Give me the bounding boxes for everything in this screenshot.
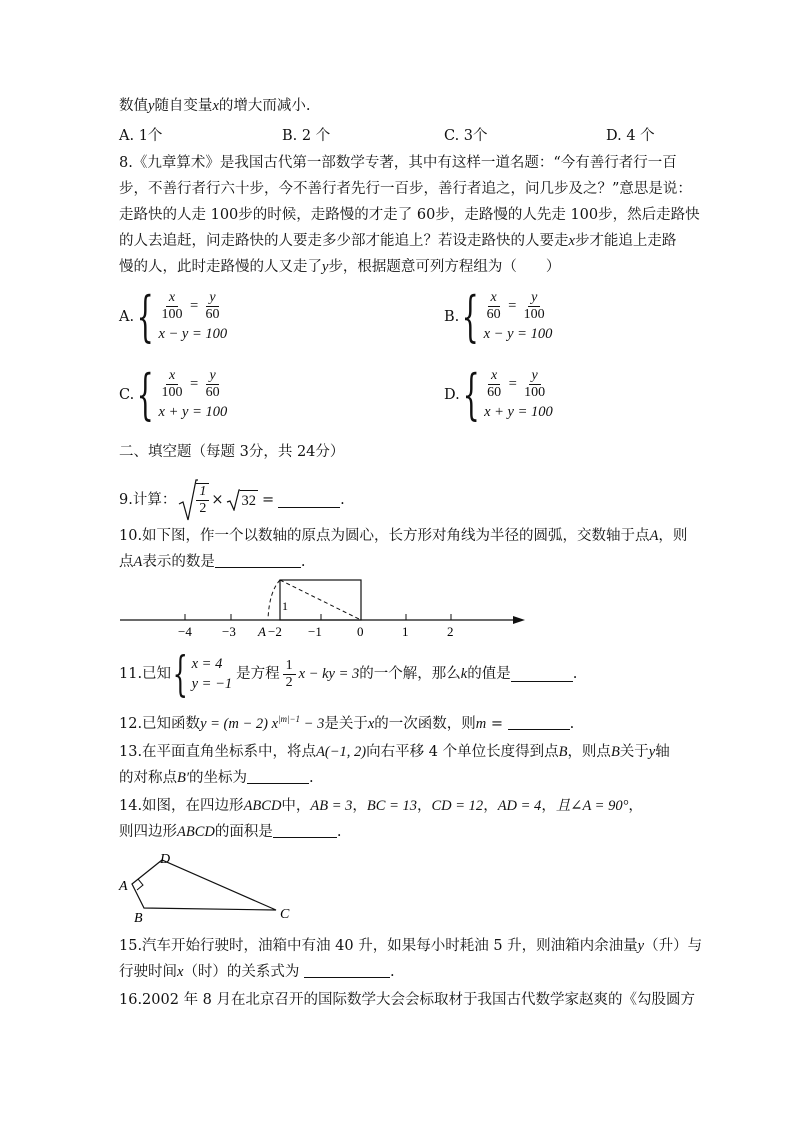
tick-label: −4 xyxy=(178,624,192,639)
section-heading: 二、填空题（每题 3分，共 24分） xyxy=(119,444,345,460)
text: （时）的关系式为 xyxy=(183,964,300,980)
text: 是方程 xyxy=(236,666,280,682)
text: 行驶时间 xyxy=(119,964,177,980)
vertex-label: D xyxy=(160,852,171,867)
right-angle-mark xyxy=(137,879,143,890)
fraction: $\frac{y}{60}$ xyxy=(205,367,220,400)
q10-line1 xyxy=(119,526,687,546)
answer-blank[interactable] xyxy=(273,823,337,838)
text: 随自变量 xyxy=(154,98,213,114)
text: 12.已知函数 xyxy=(119,715,201,732)
var: A xyxy=(649,528,659,544)
text: ， xyxy=(417,798,432,814)
arrow-icon xyxy=(513,616,525,624)
answer-blank[interactable] xyxy=(278,493,340,508)
text: 数值 xyxy=(119,98,148,114)
equation: x − y = 100 xyxy=(158,326,228,342)
text: ， xyxy=(628,798,643,814)
text: 是关于 xyxy=(324,715,368,732)
q15-line1 xyxy=(119,936,702,956)
brace-icon: { xyxy=(136,363,154,426)
equation: − 3 xyxy=(300,715,325,732)
text: ， xyxy=(541,798,556,814)
text: 的增大而减小. xyxy=(218,98,311,114)
equals: = xyxy=(486,715,508,732)
text: 关于 xyxy=(619,744,649,760)
var: y xyxy=(322,259,329,275)
arc xyxy=(268,580,280,620)
option-label: D. xyxy=(444,387,460,403)
option-label: A. xyxy=(119,309,135,325)
q7-option-c[interactable]: C. 3个 xyxy=(444,128,488,144)
text: 9.计算： xyxy=(119,492,177,508)
tick-label: 1 xyxy=(402,624,409,639)
equals: = xyxy=(262,492,275,508)
q8-option-c[interactable]: C. { $\frac{x}{100}$ = $\frac{y}{60}$ x + y = 100 xyxy=(119,363,228,426)
answer-blank[interactable] xyxy=(247,769,309,784)
q10-line2 xyxy=(119,552,305,572)
q8-line2: 步，不善行者行六十步，今不善行者先行一百步，善行者追之，问几步及之？”意思是说： xyxy=(119,181,692,197)
var: y xyxy=(148,98,155,114)
equation: x + y = 100 xyxy=(158,404,228,420)
q8-line4 xyxy=(119,231,676,251)
text: 13.在平面直角坐标系中，将点 xyxy=(119,744,317,760)
answer-blank[interactable] xyxy=(508,715,570,730)
q8-option-a[interactable]: A. { $\frac{x}{100}$ = $\frac{y}{60}$ x − y = 100 xyxy=(119,285,228,348)
text: 10.如下图，作一个以数轴的原点为圆心，长方形对角线为半径的圆弧，交数轴于点 xyxy=(119,528,650,544)
sqrt-icon xyxy=(226,489,240,511)
point: A(−1, 2) xyxy=(316,744,367,760)
var: x xyxy=(367,715,375,732)
q16-line1: 16.2002 年 8 月在北京召开的国际数学大会会标取材于我国古代数学家赵爽的《勾股圆方 xyxy=(119,992,696,1008)
brace-icon: { xyxy=(462,363,480,426)
option-label: C. xyxy=(119,387,135,403)
var: m xyxy=(475,715,487,732)
radicand: 32 xyxy=(240,490,259,511)
vertex-label: A xyxy=(119,879,128,894)
answer-blank[interactable] xyxy=(304,963,390,978)
var: k xyxy=(460,666,468,682)
text: ， xyxy=(352,798,367,814)
q13-line2 xyxy=(119,768,314,788)
var: B′ xyxy=(177,770,190,786)
equation: CD = 12 xyxy=(431,798,484,814)
q8-line5 xyxy=(119,257,560,277)
equation: x − ky = 3 xyxy=(298,666,360,682)
text: 向右平移 4 个单位长度得到点 xyxy=(366,744,559,760)
tick-label: −1 xyxy=(308,624,322,639)
text: 的面积是 xyxy=(214,824,273,840)
tick-label: 0 xyxy=(357,624,364,639)
text: . xyxy=(336,824,342,840)
quad: ABCD xyxy=(177,824,215,840)
vertex-label: C xyxy=(280,907,290,922)
answer-blank[interactable] xyxy=(511,667,573,682)
text: 中， xyxy=(281,798,311,814)
q12 xyxy=(119,709,574,734)
text: 慢的人，此时走路慢的人又走了 xyxy=(119,259,322,275)
fraction: $\frac{y}{100}$ xyxy=(524,367,546,400)
var: y xyxy=(648,744,656,760)
quadrilateral-figure xyxy=(114,846,304,926)
fraction: $\frac{x}{60}$ xyxy=(487,367,502,400)
text: . xyxy=(390,964,395,980)
text: 步才能追上走路 xyxy=(574,233,677,249)
equation: x + y = 100 xyxy=(484,404,553,420)
equation: 且∠A = 90° xyxy=(555,798,629,814)
text: 11.已知 xyxy=(119,666,172,682)
text: 步，根据题意可列方程组为（ ） xyxy=(328,259,561,275)
text: ，则 xyxy=(658,528,688,544)
vertex-label: B xyxy=(134,911,143,926)
number-line-figure xyxy=(116,574,536,644)
text: 的坐标为 xyxy=(189,770,248,786)
q14-line1 xyxy=(119,796,643,816)
q13-line1 xyxy=(119,742,670,762)
q8-line3: 走路快的人走 100步的时候，走路慢的才走了 60步，走路慢的人先走 100步，然后走路快 xyxy=(119,207,700,223)
equation: AB = 3 xyxy=(310,798,353,814)
q11 xyxy=(119,646,578,702)
q7-tail xyxy=(119,96,310,116)
rect-side-label: 1 xyxy=(282,599,288,613)
var: x xyxy=(212,98,219,114)
q7-option-d[interactable]: D. 4 个 xyxy=(606,128,655,144)
fraction: $\frac{1}{2}$ xyxy=(283,658,296,691)
text: ，则点 xyxy=(567,744,611,760)
fraction: $\frac{y}{100}$ xyxy=(523,289,545,322)
text: 的值是 xyxy=(467,666,511,682)
q14-line2 xyxy=(119,822,341,842)
text: . xyxy=(572,666,578,682)
fraction: $\frac{x}{100}$ xyxy=(161,367,183,400)
var: A xyxy=(133,554,143,570)
text: 的对称点 xyxy=(119,770,177,786)
var: B xyxy=(558,744,568,760)
tick-label: −3 xyxy=(222,624,236,639)
brace-icon: { xyxy=(461,285,480,348)
quad: ABCD xyxy=(243,798,282,814)
fraction: $\frac{1}{2}$ xyxy=(196,483,209,517)
option-label: B. xyxy=(444,309,460,325)
fraction: $\frac{y}{60}$ xyxy=(205,289,220,322)
equation: x − y = 100 xyxy=(483,326,553,342)
q8-line1: 8.《九章算术》是我国古代第一部数学专著，其中有这样一道名题：“今有善行者行一百 xyxy=(119,155,677,171)
equation: y = (m − 2) x xyxy=(200,715,279,732)
text: 的人去追赶，问走路快的人要走多少部才能追上？若设走路快的人要走 xyxy=(119,233,569,249)
equation: BC = 13 xyxy=(366,798,417,814)
text: 表示的数是 xyxy=(142,554,215,570)
equation: y = −1 xyxy=(191,676,233,692)
text: 15.汽车开始行驶时，油箱中有油 40 升，如果每小时耗油 5 升，则油箱内余油量 xyxy=(119,938,638,954)
text: 14.如图，在四边形 xyxy=(119,798,244,814)
var: B xyxy=(610,744,620,760)
equation: x = 4 xyxy=(191,656,223,672)
text: 轴 xyxy=(655,744,670,760)
brace-icon: { xyxy=(136,285,154,348)
q8-option-b[interactable]: B. { $\frac{x}{60}$ = $\frac{y}{100}$ x − y = 100 xyxy=(444,285,553,348)
text: 则四边形 xyxy=(119,824,177,840)
q8-option-d[interactable]: D. { $\frac{x}{60}$ = $\frac{y}{100}$ x + y = 100 xyxy=(444,363,553,426)
var: x xyxy=(177,964,184,980)
q7-option-b[interactable]: B. 2 个 xyxy=(282,128,331,144)
sqrt-icon xyxy=(178,478,198,522)
text: （升）与 xyxy=(644,938,703,954)
point-a-label: A xyxy=(258,624,266,639)
fraction: $\frac{x}{60}$ xyxy=(486,289,501,322)
var: y xyxy=(637,938,645,954)
q9 xyxy=(119,478,345,522)
text: 点 xyxy=(119,554,134,570)
fraction: $\frac{x}{100}$ xyxy=(161,289,183,322)
tick-label: 2 xyxy=(447,624,454,639)
brace-icon: { xyxy=(172,646,188,702)
text: . xyxy=(340,492,345,508)
tick-label: −2 xyxy=(268,624,282,639)
text: 的一次函数，则 xyxy=(374,715,476,732)
times: × xyxy=(211,492,224,508)
var: x xyxy=(568,233,575,249)
text: . xyxy=(300,554,306,570)
q15-line2 xyxy=(119,962,395,982)
text: . xyxy=(569,715,575,732)
equation: AD = 4 xyxy=(497,798,542,814)
answer-blank[interactable] xyxy=(215,553,301,568)
q7-option-a[interactable]: A. 1个 xyxy=(119,128,163,144)
text: . xyxy=(309,770,314,786)
text: ， xyxy=(483,798,498,814)
text: 的一个解，那么 xyxy=(359,666,461,682)
quadrilateral xyxy=(132,860,276,910)
exponent: |m|−1 xyxy=(278,714,301,724)
